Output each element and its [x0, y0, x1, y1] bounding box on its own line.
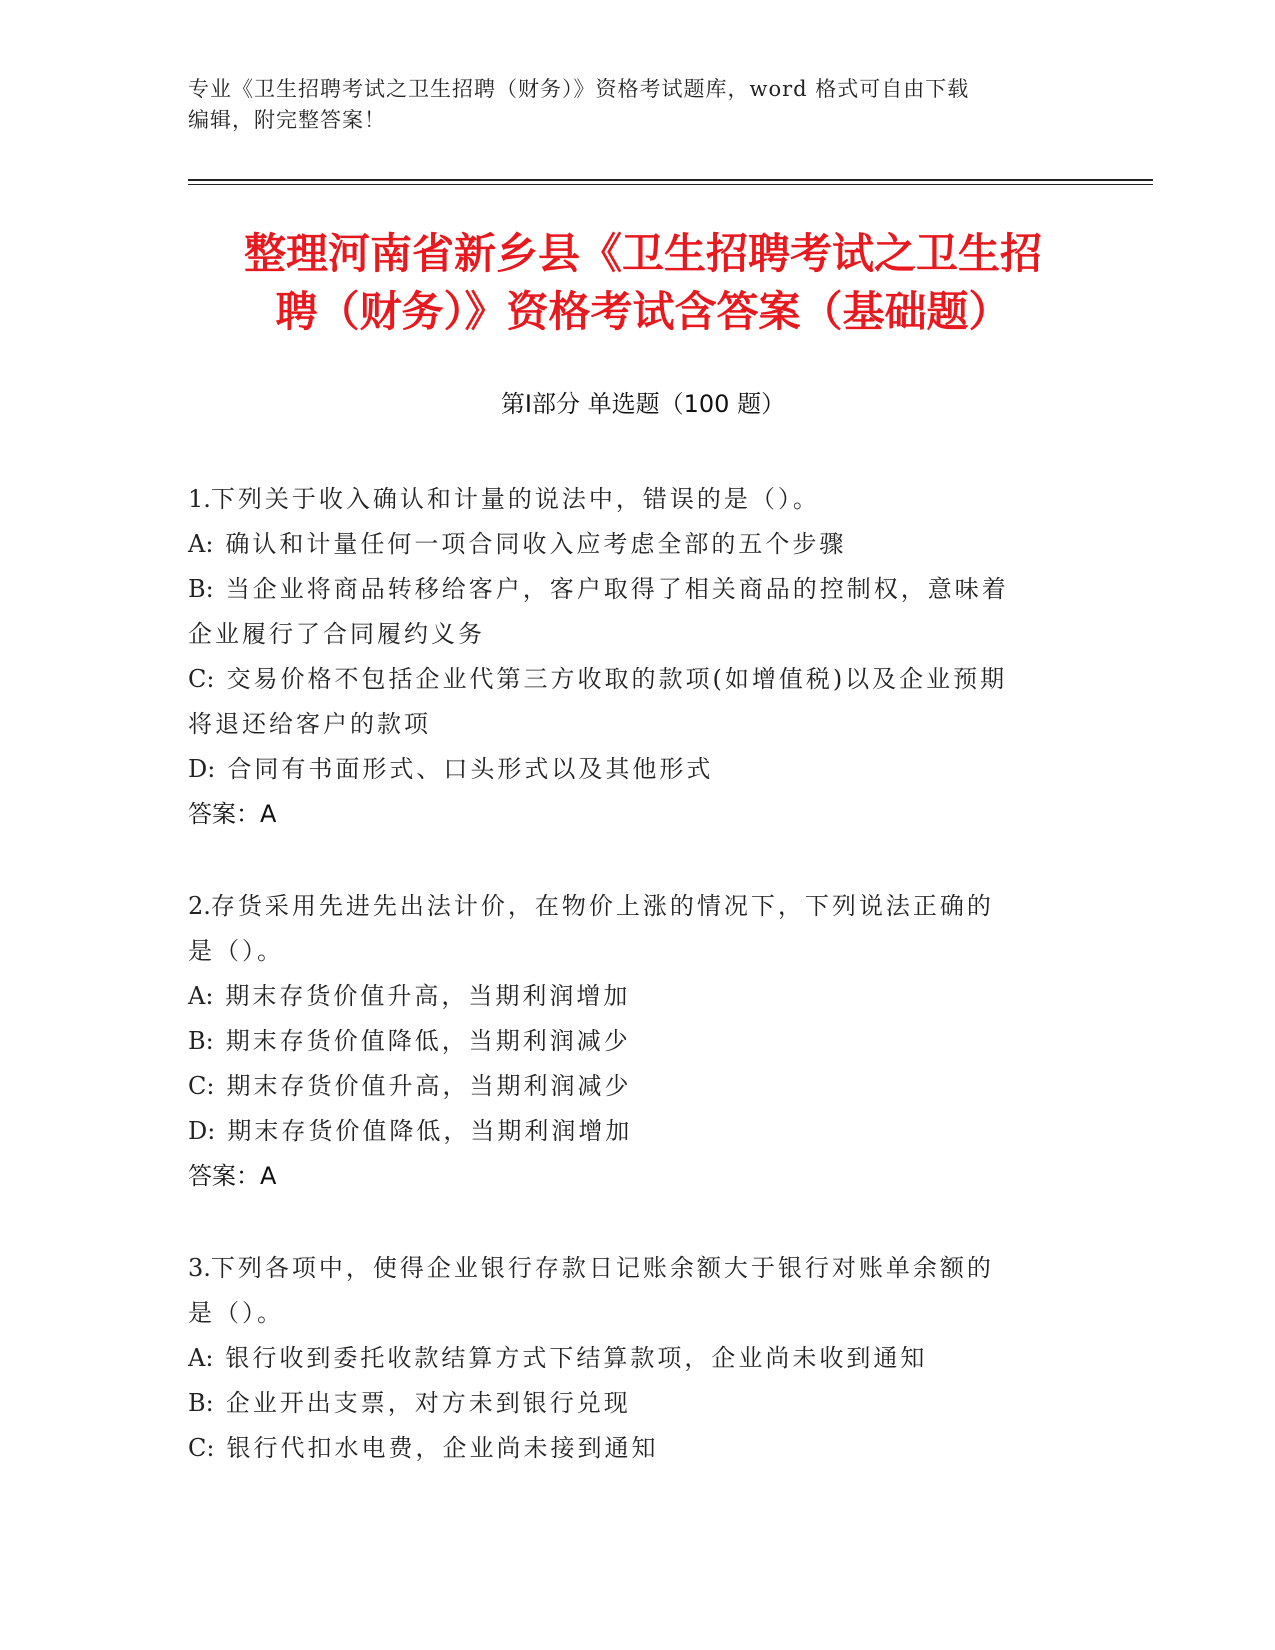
document-title	[188, 225, 1098, 341]
option-text: 银行代扣水电费，企业尚未接到通知	[226, 1434, 659, 1462]
header-note-line2: 编辑，附完整答案！	[188, 108, 386, 132]
option-label: C:	[188, 1072, 215, 1100]
option-text: 期末存货价值降低，当期利润增加	[227, 1117, 633, 1145]
option-label: B:	[188, 575, 214, 603]
answer-line	[188, 1154, 1068, 1199]
answer-prefix: 答案：	[188, 1162, 260, 1190]
option-label: D:	[188, 755, 216, 783]
option-d	[188, 747, 1068, 792]
question-stem-text: 存货采用先进先出法计价，在物价上涨的情况下，下列说法正确的	[210, 892, 994, 920]
option-text: 合同有书面形式、口头形式以及其他形式	[227, 755, 714, 783]
option-b	[188, 1381, 1068, 1426]
option-d	[188, 1109, 1068, 1154]
option-label: A:	[188, 982, 214, 1010]
header-note-line1: 专业《卫生招聘考试之卫生招聘（财务）》资格考试题库，word 格式可自由下载	[188, 77, 970, 101]
question-stem-continuation: 是（）。	[188, 937, 284, 965]
section-title: 第Ⅰ部分 单选题（100 题）	[500, 390, 786, 418]
option-label: A:	[188, 1344, 214, 1372]
option-a	[188, 1336, 1068, 1381]
question-list	[188, 477, 1068, 1518]
option-label: C:	[188, 1434, 215, 1462]
header-divider-thin	[188, 184, 1153, 185]
question-2	[188, 884, 1068, 1199]
option-text: 期末存货价值降低，当期利润减少	[225, 1027, 631, 1055]
option-text: 期末存货价值升高，当期利润减少	[226, 1072, 632, 1100]
answer-line	[188, 792, 1068, 837]
header-divider-thick	[188, 179, 1153, 181]
option-text: 交易价格不包括企业代第三方收取的款项(如增值税)以及企业预期	[226, 665, 1008, 693]
question-3	[188, 1246, 1068, 1471]
answer-prefix: 答案：	[188, 800, 260, 828]
option-c	[188, 657, 1068, 702]
option-a	[188, 522, 1068, 567]
option-c-continuation: 将退还给客户的款项	[188, 710, 431, 738]
question-stem	[188, 884, 1068, 929]
question-number: 1.	[188, 485, 211, 513]
option-b-continuation: 企业履行了合同履约义务	[188, 620, 485, 648]
option-text: 确认和计量任何一项合同收入应考虑全部的五个步骤	[225, 530, 847, 558]
document-title-line2: 聘（财务）》资格考试含答案（基础题）	[275, 287, 1011, 336]
option-label: C:	[188, 665, 215, 693]
question-1	[188, 477, 1068, 837]
option-text: 当企业将商品转移给客户，客户取得了相关商品的控制权，意味着	[225, 575, 1009, 603]
option-text: 企业开出支票，对方未到银行兑现	[225, 1389, 631, 1417]
answer-value: A	[260, 800, 277, 828]
option-a	[188, 974, 1068, 1019]
option-label: D:	[188, 1117, 216, 1145]
option-text: 期末存货价值升高，当期利润增加	[225, 982, 631, 1010]
option-label: B:	[188, 1389, 214, 1417]
question-stem	[188, 1246, 1068, 1291]
question-stem-text: 下列关于收入确认和计量的说法中，错误的是（）。	[210, 485, 820, 513]
option-c	[188, 1064, 1068, 1109]
header-note	[188, 74, 1088, 136]
option-label: A:	[188, 530, 214, 558]
question-stem	[188, 477, 1068, 522]
question-number: 3.	[188, 1254, 211, 1282]
answer-value: A	[260, 1162, 277, 1190]
option-b	[188, 567, 1068, 612]
option-c	[188, 1426, 1068, 1471]
option-text: 银行收到委托收款结算方式下结算款项，企业尚未收到通知	[225, 1344, 928, 1372]
option-label: B:	[188, 1027, 214, 1055]
option-b	[188, 1019, 1068, 1064]
document-title-line1: 整理河南省新乡县《卫生招聘考试之卫生招	[243, 229, 1042, 278]
question-stem-continuation: 是（）。	[188, 1299, 284, 1327]
question-number: 2.	[188, 892, 211, 920]
question-stem-text: 下列各项中，使得企业银行存款日记账余额大于银行对账单余额的	[210, 1254, 994, 1282]
